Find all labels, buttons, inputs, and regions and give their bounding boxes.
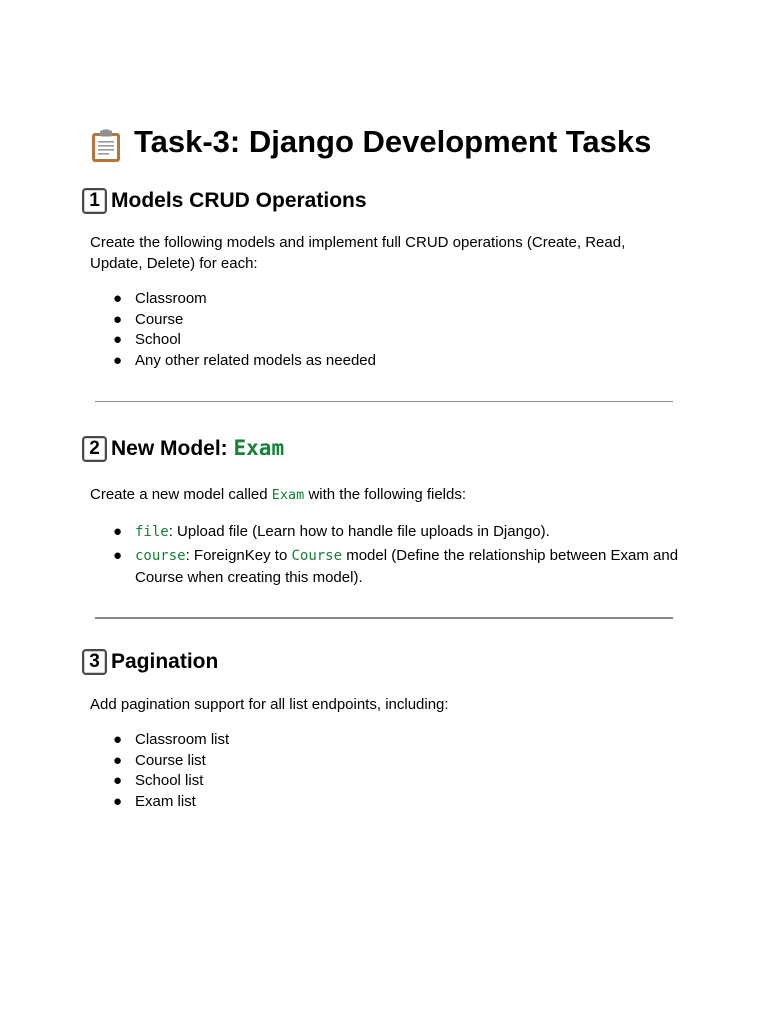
- page-title-text: Task-3: Django Development Tasks: [134, 124, 652, 159]
- list-item: ● School: [90, 330, 680, 351]
- list-item: ● course: ForeignKey to Course model (Define the relationship between Exam and Course when creating this model).: [113, 547, 683, 586]
- bullet-icon: ●: [113, 547, 123, 564]
- section-3-heading: [82, 647, 218, 677]
- list-item: ● Classroom list: [90, 730, 680, 751]
- bullet-icon: ●: [113, 310, 123, 328]
- list-item: ● School list: [90, 771, 680, 792]
- section-2-heading: [82, 433, 284, 464]
- keycap-2-icon: 2: [82, 436, 107, 462]
- section-1-intro: Create the following models and implement full CRUD operations (Create, Read, Update, Delete) for each:: [90, 234, 626, 272]
- section-3-list: [90, 730, 680, 813]
- bullet-icon: ●: [113, 731, 123, 748]
- section-1-heading: [82, 186, 367, 216]
- bullet-icon: ●: [113, 523, 123, 540]
- bullet-icon: ●: [113, 751, 123, 769]
- section-2-title-code: Exam: [233, 436, 285, 460]
- section-3-intro: Add pagination support for all list endpoints, including:: [90, 696, 449, 713]
- inline-code: Exam: [271, 487, 305, 503]
- list-item: ● Course: [90, 310, 680, 331]
- section-divider: [95, 401, 673, 402]
- bullet-icon: ●: [113, 793, 123, 811]
- list-item: ● Any other related models as needed: [90, 351, 680, 372]
- page-title: [90, 122, 651, 164]
- inline-code: Course: [291, 548, 343, 564]
- section-2-list: [90, 521, 683, 591]
- section-2-title: New Model:: [111, 437, 234, 460]
- inline-code: course: [135, 548, 186, 564]
- section-1-list: [90, 289, 680, 372]
- bullet-icon: ●: [113, 331, 123, 349]
- list-item: ● file: Upload file (Learn how to handle file uploads in Django).: [90, 521, 680, 543]
- list-item: ● Course list: [90, 751, 680, 772]
- bullet-icon: ●: [113, 772, 123, 790]
- inline-code: file: [135, 524, 169, 540]
- section-2-intro: Create a new model called Exam with the following fields:: [90, 486, 467, 503]
- list-item: ● Exam list: [90, 792, 680, 813]
- bullet-icon: ●: [113, 352, 123, 370]
- keycap-1-icon: 1: [82, 188, 107, 214]
- keycap-3-icon: 3: [82, 649, 107, 675]
- clipboard-icon: [90, 124, 124, 164]
- section-1-title: Models CRUD Operations: [111, 189, 367, 212]
- list-item: ● Classroom: [90, 289, 680, 310]
- section-3-title: Pagination: [111, 650, 219, 673]
- bullet-icon: ●: [113, 290, 123, 307]
- section-divider: [95, 617, 673, 619]
